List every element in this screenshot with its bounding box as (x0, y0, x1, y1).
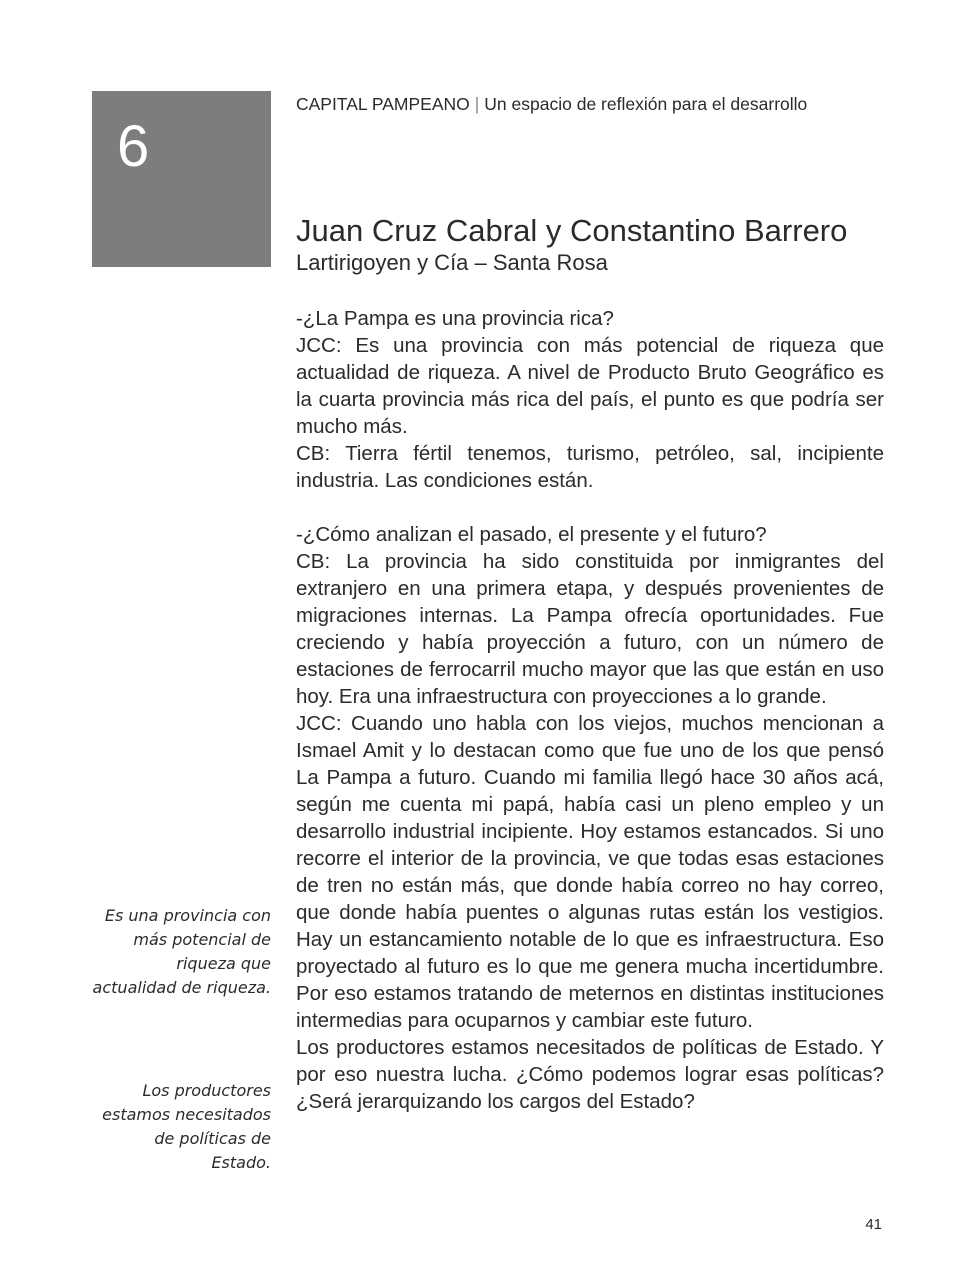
answer-paragraph: JCC: Es una provincia con más potencial de riqueza que actualidad de riqueza. A nivel de Producto Bruto Geográfico es la cuarta provincia más rica del país, el punto es que podría ser mucho más. (296, 334, 884, 438)
article-title: Juan Cruz Cabral y Constantino Barrero (296, 213, 848, 248)
header-separator: | (474, 94, 480, 114)
question-paragraph: -¿Cómo analizan el pasado, el presente y el futuro? (296, 523, 767, 546)
answer-paragraph: CB: Tierra fértil tenemos, turismo, petróleo, sal, incipiente industria. Las condiciones están. (296, 442, 884, 492)
article-subtitle: Lartirigoyen y Cía – Santa Rosa (296, 250, 608, 275)
article-body (296, 305, 884, 1115)
publication-name: CAPITAL PAMPEANO (296, 94, 470, 114)
question-paragraph: -¿La Pampa es una provincia rica? (296, 307, 614, 330)
paragraph-gap (296, 494, 884, 521)
answer-paragraph: Los productores estamos necesitados de políticas de Estado. Y por eso nuestra lucha. ¿Cómo podemos lograr esas políticas? ¿Será jerarquizando los cargos del Estado? (296, 1036, 884, 1113)
chapter-number-box (92, 91, 271, 267)
pull-quote: Los productores estamos necesitados de políticas de Estado. (102, 1081, 271, 1172)
answer-paragraph: JCC: Cuando uno habla con los viejos, muchos mencionan a Ismael Amit y lo destacan como que fue uno de los que pensó La Pampa a futuro. Cuando mi familia llegó hace 30 años acá, según me cuenta mi papá, había casi un pleno empleo y un desarrollo industrial incipiente. Hoy estamos estancados. Si uno recorre el interior de la provincia, ve que todas esas estaciones de tren no están más, que donde había correo no hay correo, que donde había puentes o algunas rutas están los vestigios. Hay un estancamiento notable de lo que es infraestructura. Eso proyectado al futuro es lo que me genera mucha incertidumbre. Por eso estamos tratando de meternos en distintas instituciones intermedias para ocuparnos y cambiar este futuro. (296, 712, 884, 1032)
running-header (296, 92, 807, 116)
publication-tagline: Un espacio de reflexión para el desarrollo (484, 94, 808, 114)
chapter-number: 6 (117, 114, 150, 179)
pull-quote: Es una provincia con más potencial de riqueza que actualidad de riqueza. (92, 906, 271, 997)
page-number: 41 (865, 1216, 882, 1233)
answer-paragraph: CB: La provincia ha sido constituida por inmigrantes del extranjero en una primera etapa, y después provenientes de migraciones internas. La Pampa ofrecía oportunidades. Fue creciendo y había proyección a futuro, con un número de estaciones de ferrocarril mucho mayor que las que están en uso hoy. Era una infraestructura con proyecciones a lo grande. (296, 550, 884, 708)
